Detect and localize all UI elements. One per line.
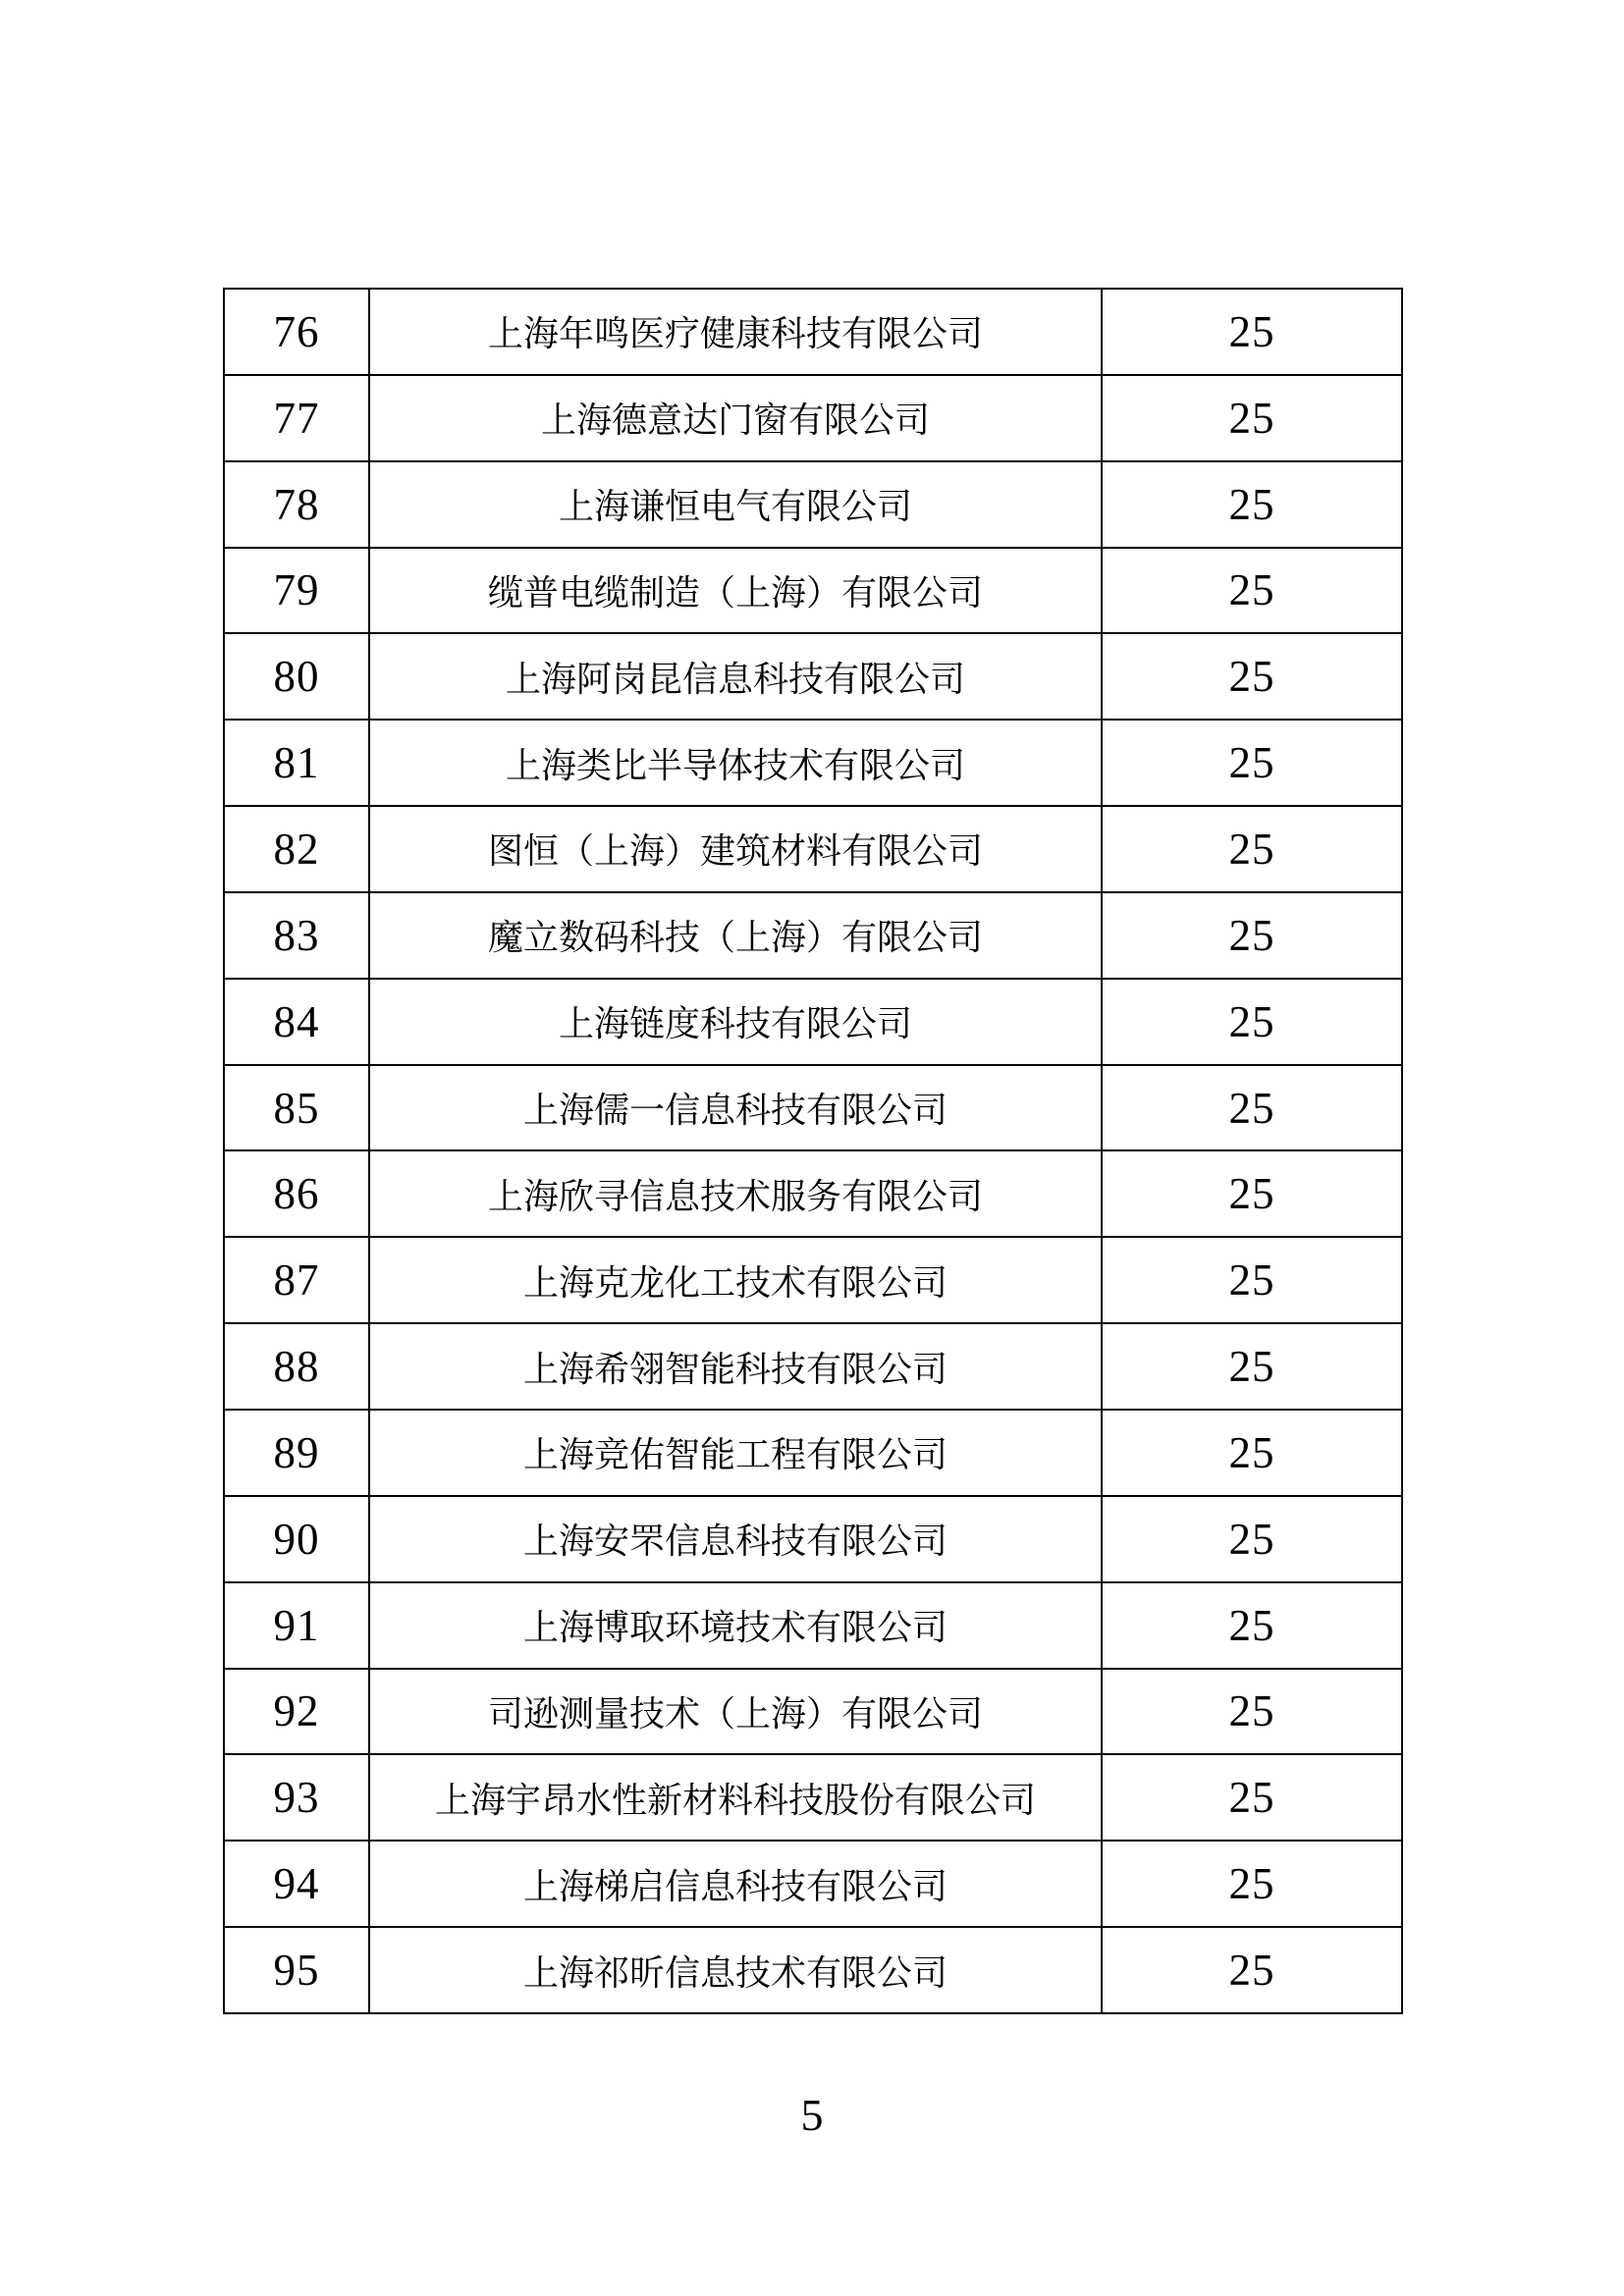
- row-number-cell: 87: [224, 1237, 369, 1323]
- company-name-cell: 上海希翎智能科技有限公司: [369, 1323, 1102, 1410]
- company-name-cell: 上海欣寻信息技术服务有限公司: [369, 1150, 1102, 1237]
- score-cell: 25: [1102, 1669, 1402, 1755]
- table-row: [224, 1410, 1402, 1496]
- score-cell: 25: [1102, 720, 1402, 806]
- row-number-cell: 79: [224, 548, 369, 634]
- score-cell: 25: [1102, 1065, 1402, 1151]
- company-name-cell: 上海阿岗昆信息科技有限公司: [369, 633, 1102, 720]
- company-name-cell: 魔立数码科技（上海）有限公司: [369, 892, 1102, 979]
- company-score-table: [223, 288, 1403, 2014]
- row-number-cell: 94: [224, 1841, 369, 1927]
- row-number-cell: 76: [224, 289, 369, 375]
- company-name-cell: 上海宇昂水性新材料科技股份有限公司: [369, 1754, 1102, 1841]
- row-number-cell: 86: [224, 1150, 369, 1237]
- table-row: [224, 979, 1402, 1065]
- table-row: [224, 375, 1402, 461]
- company-name-cell: 上海链度科技有限公司: [369, 979, 1102, 1065]
- score-cell: 25: [1102, 289, 1402, 375]
- table-row: [224, 1065, 1402, 1151]
- table-row: [224, 1669, 1402, 1755]
- company-name-cell: 上海竞佑智能工程有限公司: [369, 1410, 1102, 1496]
- row-number-cell: 84: [224, 979, 369, 1065]
- company-name-cell: 上海类比半导体技术有限公司: [369, 720, 1102, 806]
- table-row: [224, 633, 1402, 720]
- row-number-cell: 88: [224, 1323, 369, 1410]
- table-row: [224, 892, 1402, 979]
- company-name-cell: 上海谦恒电气有限公司: [369, 461, 1102, 548]
- score-cell: 25: [1102, 461, 1402, 548]
- row-number-cell: 95: [224, 1927, 369, 2013]
- row-number-cell: 82: [224, 806, 369, 892]
- table-row: [224, 1496, 1402, 1582]
- table-row: [224, 806, 1402, 892]
- row-number-cell: 85: [224, 1065, 369, 1151]
- score-cell: 25: [1102, 892, 1402, 979]
- table-row: [224, 1927, 1402, 2013]
- row-number-cell: 81: [224, 720, 369, 806]
- table-row: [224, 289, 1402, 375]
- row-number-cell: 89: [224, 1410, 369, 1496]
- row-number-cell: 80: [224, 633, 369, 720]
- score-cell: 25: [1102, 979, 1402, 1065]
- row-number-cell: 92: [224, 1669, 369, 1755]
- score-cell: 25: [1102, 375, 1402, 461]
- company-name-cell: 上海儒一信息科技有限公司: [369, 1065, 1102, 1151]
- company-name-cell: 图恒（上海）建筑材料有限公司: [369, 806, 1102, 892]
- company-name-cell: 上海祁昕信息技术有限公司: [369, 1927, 1102, 2013]
- table-row: [224, 1582, 1402, 1669]
- table-row: [224, 548, 1402, 634]
- row-number-cell: 77: [224, 375, 369, 461]
- table-row: [224, 720, 1402, 806]
- score-cell: 25: [1102, 1323, 1402, 1410]
- score-cell: 25: [1102, 548, 1402, 634]
- row-number-cell: 93: [224, 1754, 369, 1841]
- company-name-cell: 缆普电缆制造（上海）有限公司: [369, 548, 1102, 634]
- table-row: [224, 1323, 1402, 1410]
- table-row: [224, 1841, 1402, 1927]
- score-cell: 25: [1102, 1496, 1402, 1582]
- page-number: 5: [800, 2090, 824, 2140]
- table-row: [224, 1754, 1402, 1841]
- table-row: [224, 1237, 1402, 1323]
- score-cell: 25: [1102, 1754, 1402, 1841]
- score-cell: 25: [1102, 1150, 1402, 1237]
- score-cell: 25: [1102, 1582, 1402, 1669]
- table-row: [224, 461, 1402, 548]
- score-cell: 25: [1102, 806, 1402, 892]
- score-cell: 25: [1102, 1410, 1402, 1496]
- score-cell: 25: [1102, 1841, 1402, 1927]
- row-number-cell: 78: [224, 461, 369, 548]
- table-row: [224, 1150, 1402, 1237]
- company-name-cell: 上海克龙化工技术有限公司: [369, 1237, 1102, 1323]
- score-cell: 25: [1102, 1237, 1402, 1323]
- company-name-cell: 上海年鸣医疗健康科技有限公司: [369, 289, 1102, 375]
- company-name-cell: 上海安罘信息科技有限公司: [369, 1496, 1102, 1582]
- table-body: [224, 289, 1402, 2013]
- score-cell: 25: [1102, 633, 1402, 720]
- company-name-cell: 上海德意达门窗有限公司: [369, 375, 1102, 461]
- row-number-cell: 90: [224, 1496, 369, 1582]
- company-name-cell: 上海梯启信息科技有限公司: [369, 1841, 1102, 1927]
- score-cell: 25: [1102, 1927, 1402, 2013]
- row-number-cell: 91: [224, 1582, 369, 1669]
- row-number-cell: 83: [224, 892, 369, 979]
- company-name-cell: 上海博取环境技术有限公司: [369, 1582, 1102, 1669]
- company-name-cell: 司逊测量技术（上海）有限公司: [369, 1669, 1102, 1755]
